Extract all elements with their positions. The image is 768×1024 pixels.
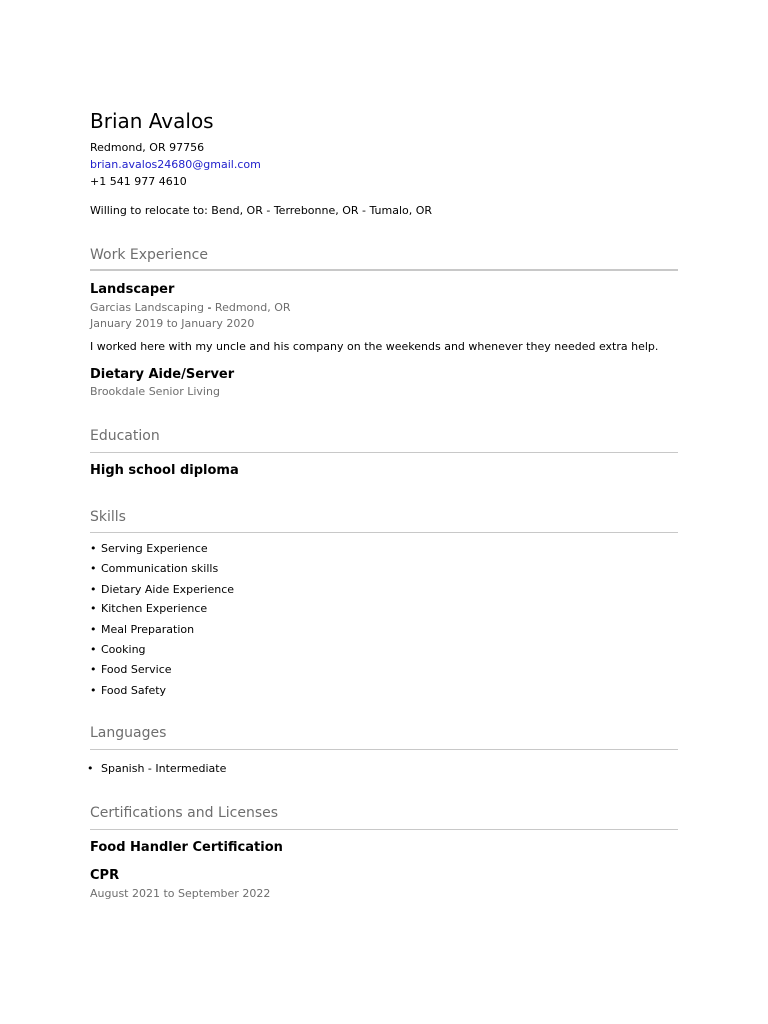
skill-item — [90, 561, 218, 577]
bullet-icon: • — [90, 562, 97, 575]
skill-label: Communication skills — [101, 562, 219, 575]
email-link[interactable]: brian.avalos24680@gmail.com — [90, 158, 261, 171]
skill-item — [90, 662, 172, 678]
skill-item — [90, 582, 234, 598]
job-title: Landscaper — [90, 282, 175, 297]
bullet-icon: • — [87, 762, 94, 775]
work-experience-divider — [90, 269, 678, 271]
job-location: Redmond, OR — [214, 301, 291, 314]
skills-heading: Skills — [90, 509, 126, 525]
bullet-icon: • — [90, 663, 97, 676]
skill-item — [90, 683, 166, 699]
job-company-location — [90, 300, 291, 316]
languages-divider — [90, 749, 678, 750]
languages-heading: Languages — [90, 725, 167, 741]
skill-label: Serving Experience — [101, 542, 208, 555]
skill-label: Meal Preparation — [101, 623, 195, 636]
education-divider — [90, 452, 678, 453]
skill-item — [90, 541, 208, 557]
job-dates: January 2019 to January 2020 — [90, 317, 255, 330]
certification-title: Food Handler Certification — [90, 840, 283, 855]
skill-label: Food Service — [101, 663, 172, 676]
job-separator: - — [203, 301, 215, 314]
certification-dates: August 2021 to September 2022 — [90, 887, 271, 900]
job-description: I worked here with my uncle and his company on the weekends and whenever they needed extra help. — [90, 340, 659, 353]
work-experience-heading: Work Experience — [90, 247, 208, 263]
bullet-icon: • — [90, 684, 97, 697]
bullet-icon: • — [90, 542, 97, 555]
bullet-icon: • — [90, 583, 97, 596]
skill-label: Cooking — [101, 643, 146, 656]
job-title: Dietary Aide/Server — [90, 367, 235, 382]
certifications-heading: Certifications and Licenses — [90, 805, 279, 821]
certifications-divider — [90, 829, 678, 830]
bullet-icon: • — [90, 602, 97, 615]
location-text: Redmond, OR 97756 — [90, 141, 205, 154]
bullet-icon: • — [90, 623, 97, 636]
skill-label: Dietary Aide Experience — [101, 583, 235, 596]
skill-label: Food Safety — [101, 684, 167, 697]
candidate-name: Brian Avalos — [90, 109, 214, 133]
job-company: Brookdale Senior Living — [90, 385, 220, 398]
skill-item — [90, 601, 207, 617]
degree-title: High school diploma — [90, 463, 239, 478]
certification-title: CPR — [90, 868, 120, 883]
skill-item — [90, 642, 146, 658]
job-company: Garcias Landscaping — [90, 301, 204, 314]
skill-item — [90, 622, 194, 638]
relocate-text: Willing to relocate to: Bend, OR - Terrebonne, OR - Tumalo, OR — [90, 204, 433, 217]
skills-divider — [90, 532, 678, 533]
bullet-icon: • — [90, 643, 97, 656]
education-heading: Education — [90, 428, 160, 444]
language-item — [87, 761, 226, 777]
language-label: Spanish - Intermediate — [101, 762, 227, 775]
phone-text: +1 541 977 4610 — [90, 175, 187, 188]
skill-label: Kitchen Experience — [101, 602, 208, 615]
